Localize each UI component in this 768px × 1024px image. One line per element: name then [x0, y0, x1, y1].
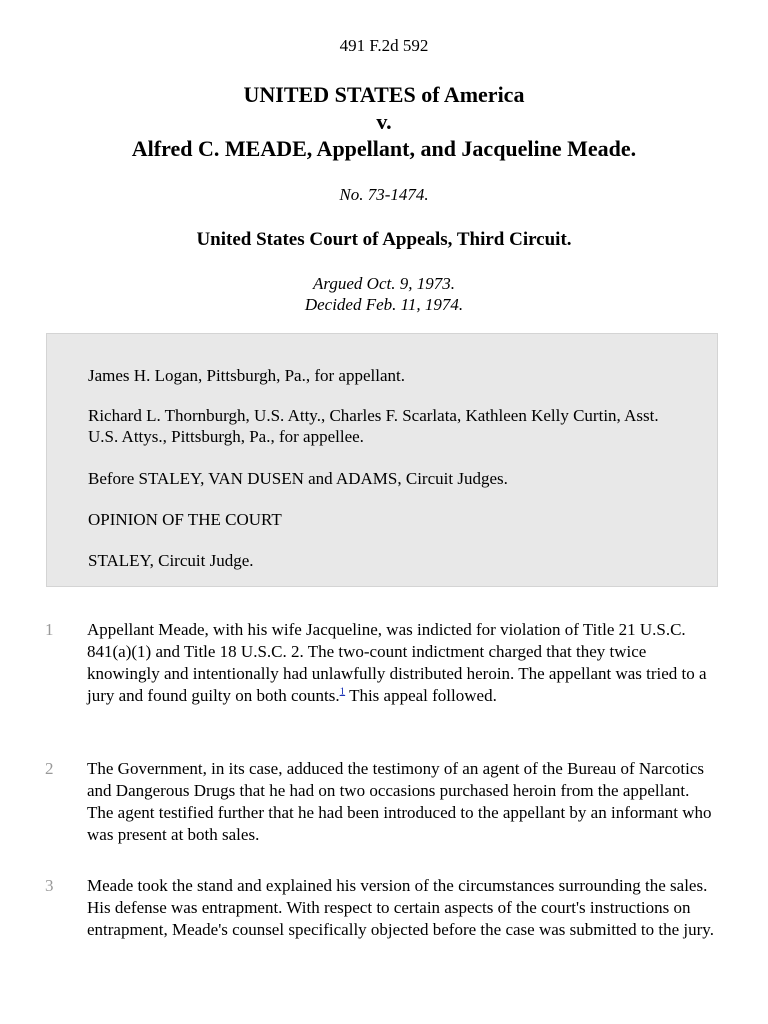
opinion-heading: OPINION OF THE COURT — [88, 510, 282, 529]
case-citation: 491 F.2d 592 — [339, 36, 429, 55]
paragraph-text: The Government, in its case, adduced the testimony of an agent of the Bureau of Narcotics and Dangerous Drugs that he had on two occasions purchased heroin from the appellant. The agent testified further that he had been introduced to the appellant by an informant who was present at both sales. — [87, 759, 712, 844]
court-name: United States Court of Appeals, Third Circuit. — [196, 229, 572, 250]
counsel-appellant: James H. Logan, Pittsburgh, Pa., for appellant. — [88, 366, 405, 385]
paragraph-number: 3 — [45, 876, 54, 895]
paragraph-text-part: This appeal followed. — [345, 686, 497, 705]
counsel-appellee: Richard L. Thornburgh, U.S. Atty., Charles F. Scarlata, Kathleen Kelly Curtin, Asst. U.S. Attys., Pittsburgh, Pa., for appellee. — [88, 406, 659, 446]
paragraph-text — [87, 619, 717, 707]
judges-panel: Before STALEY, VAN DUSEN and ADAMS, Circuit Judges. — [88, 469, 508, 488]
paragraph-text-part: Appellant Meade, with his wife Jacqueline, was indicted for violation of Title 21 U.S.C. 841(a)(1) and Title 18 U.S.C. 2. The two-count indictment charged that they twice knowingly and intentionally had unlawfully distributed heroin. The appellant was tried to a jury and found guilty on both counts. — [87, 620, 707, 705]
footnote-link[interactable]: 1 — [339, 685, 346, 698]
counsel-panel — [46, 333, 718, 587]
case-title-plaintiff: UNITED STATES of America — [243, 82, 525, 107]
opinion-author: STALEY, Circuit Judge. — [88, 551, 254, 570]
case-dates — [0, 273, 768, 315]
paragraph-text: Meade took the stand and explained his version of the circumstances surrounding the sales. His defense was entrapment. With respect to certain aspects of the court's instructions on entrapment, Meade's counsel specifically objected before the case was submitted to the jury. — [87, 876, 714, 939]
case-title — [0, 81, 768, 162]
case-title-defendant: Alfred C. MEADE, Appellant, and Jacqueline Meade. — [131, 136, 637, 161]
case-title-versus: v. — [376, 109, 392, 134]
argued-date: Argued Oct. 9, 1973. — [313, 274, 455, 293]
paragraph-number: 1 — [45, 620, 54, 639]
docket-number: No. 73-1474. — [339, 185, 429, 204]
decided-date: Decided Feb. 11, 1974. — [304, 295, 464, 314]
paragraph-number: 2 — [45, 759, 54, 778]
